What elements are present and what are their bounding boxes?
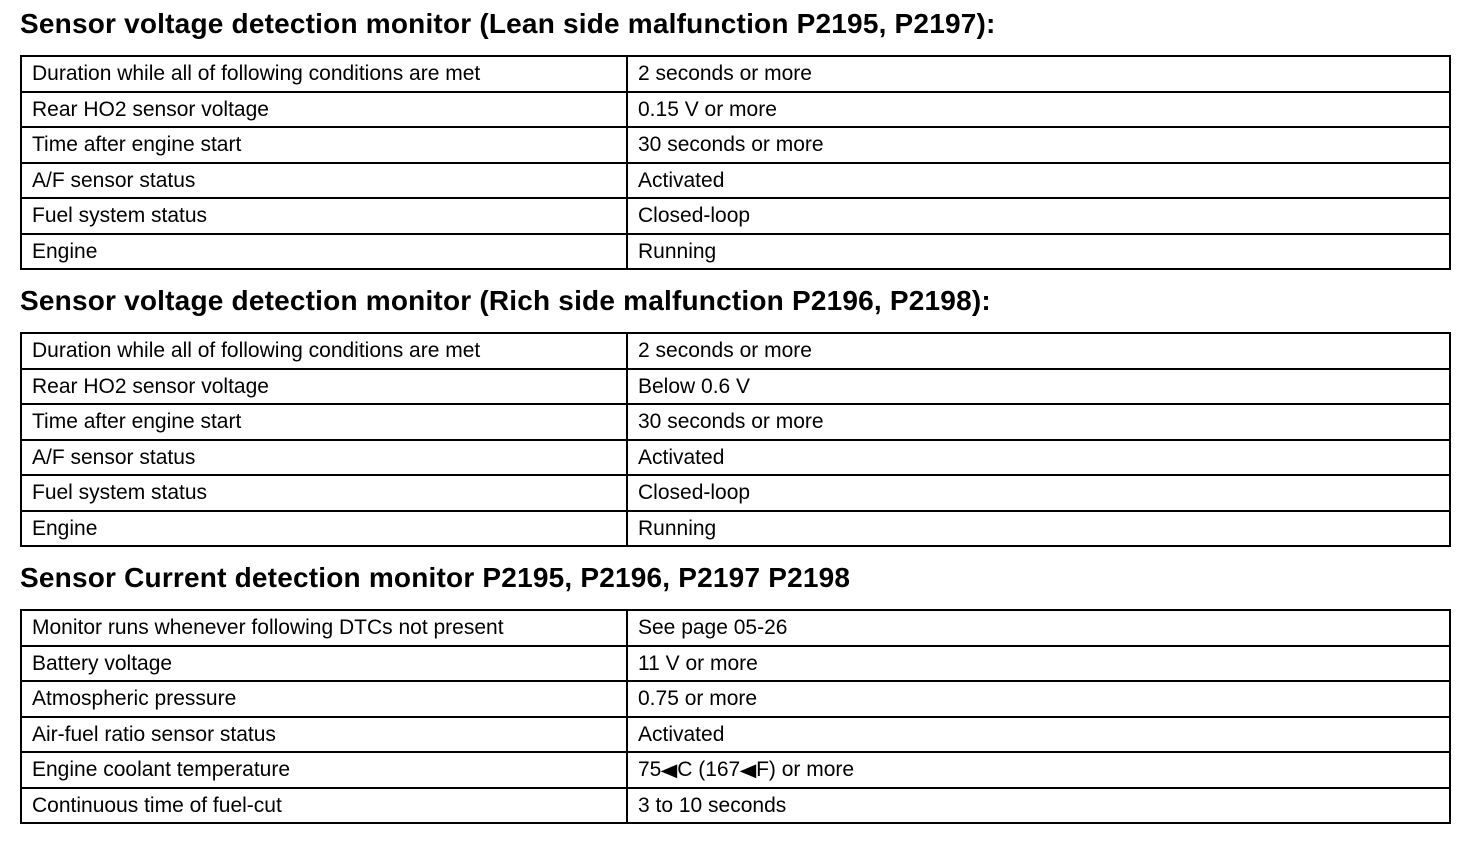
condition-cell: Atmospheric pressure xyxy=(21,681,627,717)
table-row xyxy=(21,404,1450,440)
table-row xyxy=(21,440,1450,476)
table-row xyxy=(21,198,1450,234)
value-part: (167 xyxy=(692,757,741,781)
section-title: Sensor Current detection monitor P2195, P2196, P2197 P2198 xyxy=(20,562,851,593)
value-cell: 11 V or more xyxy=(627,646,1450,682)
section-lean-side xyxy=(20,7,1451,263)
condition-cell: Duration while all of following conditions are met xyxy=(21,333,627,369)
table-row xyxy=(21,127,1450,163)
condition-cell: Time after engine start xyxy=(21,404,627,440)
left-pointer-icon: ◀ xyxy=(660,759,678,780)
table-row xyxy=(21,56,1450,92)
value-cell: Activated xyxy=(627,163,1450,199)
table-row xyxy=(21,511,1450,547)
value-cell: See page 05-26 xyxy=(627,610,1450,646)
table-row xyxy=(21,717,1450,753)
value-cell: 0.15 V or more xyxy=(627,92,1450,128)
condition-cell: Engine coolant temperature xyxy=(21,752,627,788)
condition-cell: Duration while all of following conditions are met xyxy=(21,56,627,92)
section-current-detection xyxy=(20,561,1451,817)
condition-cell: Time after engine start xyxy=(21,127,627,163)
table-row xyxy=(21,788,1450,824)
value-cell: 2 seconds or more xyxy=(627,333,1450,369)
table-row xyxy=(21,92,1450,128)
table-row xyxy=(21,369,1450,405)
section-title: Sensor voltage detection monitor (Rich side malfunction P2196, P2198): xyxy=(20,285,991,316)
table-row xyxy=(21,234,1450,270)
condition-cell: A/F sensor status xyxy=(21,163,627,199)
table-row xyxy=(21,610,1450,646)
conditions-table xyxy=(20,55,1451,270)
value-cell: 3 to 10 seconds xyxy=(627,788,1450,824)
table-row xyxy=(21,646,1450,682)
condition-cell: Fuel system status xyxy=(21,475,627,511)
table-row xyxy=(21,163,1450,199)
value-cell: Activated xyxy=(627,717,1450,753)
left-pointer-icon: ◀ xyxy=(739,759,757,780)
value-part: 75 xyxy=(638,757,662,781)
value-cell: Closed-loop xyxy=(627,475,1450,511)
table-row xyxy=(21,681,1450,717)
table-row xyxy=(21,333,1450,369)
condition-cell: Engine xyxy=(21,511,627,547)
condition-cell: Monitor runs whenever following DTCs not present xyxy=(21,610,627,646)
condition-cell: Air-fuel ratio sensor status xyxy=(21,717,627,753)
condition-cell: Continuous time of fuel-cut xyxy=(21,788,627,824)
table-row xyxy=(21,475,1450,511)
value-cell: 2 seconds or more xyxy=(627,56,1450,92)
value-part: F) or more xyxy=(756,757,855,781)
value-cell: Activated xyxy=(627,440,1450,476)
condition-cell: A/F sensor status xyxy=(21,440,627,476)
value-cell: Running xyxy=(627,234,1450,270)
value-cell: 30 seconds or more xyxy=(627,404,1450,440)
condition-cell: Rear HO2 sensor voltage xyxy=(21,369,627,405)
section-rich-side xyxy=(20,284,1451,540)
condition-cell: Battery voltage xyxy=(21,646,627,682)
value-cell: 30 seconds or more xyxy=(627,127,1450,163)
condition-cell: Rear HO2 sensor voltage xyxy=(21,92,627,128)
conditions-table xyxy=(20,609,1451,824)
condition-cell: Fuel system status xyxy=(21,198,627,234)
table-row xyxy=(21,752,1450,788)
value-cell: 0.75 or more xyxy=(627,681,1450,717)
section-title: Sensor voltage detection monitor (Lean side malfunction P2195, P2197): xyxy=(20,8,996,39)
value-cell: Closed-loop xyxy=(627,198,1450,234)
value-cell: Running xyxy=(627,511,1450,547)
conditions-table xyxy=(20,332,1451,547)
condition-cell: Engine xyxy=(21,234,627,270)
value-cell: Below 0.6 V xyxy=(627,369,1450,405)
value-part: C xyxy=(677,757,693,781)
value-cell xyxy=(627,752,1450,788)
